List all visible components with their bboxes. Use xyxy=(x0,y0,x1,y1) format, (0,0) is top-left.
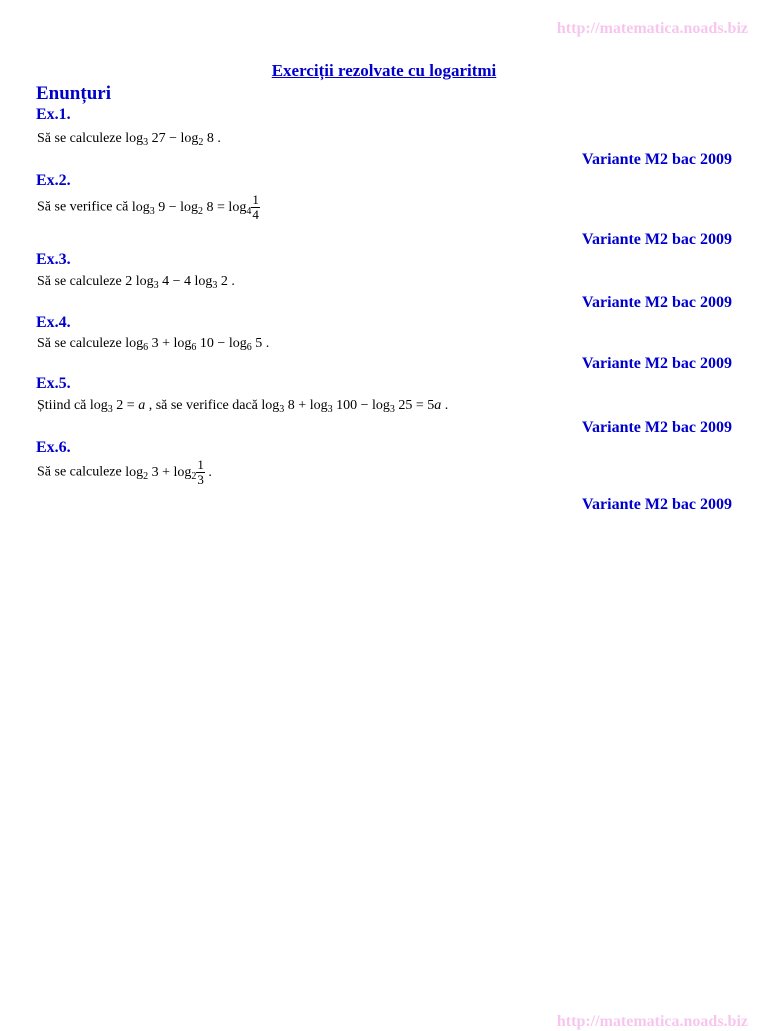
watermark-top: http://matematica.noads.biz xyxy=(556,20,748,37)
math-variable: a xyxy=(138,398,146,413)
exercise-3-statement xyxy=(37,274,235,290)
math-subscript: 3 xyxy=(212,280,218,291)
math-text: 8 . xyxy=(203,131,221,146)
exercise-1-label: Ex.1. xyxy=(36,106,71,123)
fraction-numerator: 1 xyxy=(252,192,259,207)
exercise-6-formula xyxy=(125,457,212,487)
math-text: , să se verifice dacă log xyxy=(145,398,280,413)
math-subscript: 6 xyxy=(143,342,149,353)
math-subscript: 6 xyxy=(191,342,197,353)
exercise-5-statement xyxy=(37,398,448,414)
exercise-2-text: Să se verifice că xyxy=(37,199,129,215)
exercise-4-formula xyxy=(125,336,269,351)
exercise-4-label: Ex.4. xyxy=(36,314,71,331)
math-text: 2 . xyxy=(217,274,235,289)
exercise-6-statement xyxy=(37,458,212,487)
math-text: 2 log xyxy=(125,274,154,289)
exercise-3-text: Să se calculeze xyxy=(37,274,122,289)
math-text: 100 − log xyxy=(332,398,390,413)
exercise-6-label: Ex.6. xyxy=(36,439,71,456)
math-text: log xyxy=(125,336,144,351)
section-heading: Enunțuri xyxy=(36,83,111,104)
math-text: 3 + log xyxy=(148,464,192,480)
exercise-6-text: Să se calculeze xyxy=(37,464,122,480)
fraction-numerator: 1 xyxy=(197,457,204,472)
math-subscript: 2 xyxy=(143,470,149,482)
math-text: 2 = xyxy=(112,398,139,413)
math-text: 9 − log xyxy=(154,199,199,215)
math-text: log xyxy=(125,131,144,146)
exercise-1-source: Variante M2 bac 2009 xyxy=(581,151,732,168)
math-text: log xyxy=(89,398,108,413)
math-text: . xyxy=(204,464,212,480)
math-subscript: 3 xyxy=(149,205,155,217)
math-text: 10 − log xyxy=(196,336,247,351)
math-text: 8 = log xyxy=(203,199,247,215)
exercise-1-text: Să se calculeze xyxy=(37,131,122,146)
math-subscript: 6 xyxy=(246,342,252,353)
fraction-denominator: 3 xyxy=(197,472,204,487)
exercise-5-source: Variante M2 bac 2009 xyxy=(581,419,732,436)
exercise-2-source: Variante M2 bac 2009 xyxy=(581,231,732,248)
watermark-bottom: http://matematica.noads.biz xyxy=(556,1013,748,1030)
exercise-3-formula xyxy=(125,274,235,289)
math-subscript: 3 xyxy=(143,137,149,148)
math-subscript: 4 xyxy=(246,205,252,217)
exercise-3-label: Ex.3. xyxy=(36,251,71,268)
math-text: 27 − log xyxy=(148,131,199,146)
exercise-4-statement xyxy=(37,336,269,352)
math-text: 8 + log xyxy=(284,398,328,413)
exercise-5-formula xyxy=(90,398,448,413)
math-variable: a xyxy=(434,398,442,413)
exercise-2-formula xyxy=(131,192,260,222)
math-subscript: 2 xyxy=(198,137,204,148)
exercise-5-label: Ex.5. xyxy=(36,375,71,392)
math-subscript: 2 xyxy=(198,205,204,217)
math-text: 4 − 4 log xyxy=(158,274,213,289)
math-fraction xyxy=(196,458,205,487)
math-text: log xyxy=(125,464,144,480)
math-subscript: 3 xyxy=(389,404,395,415)
exercise-4-source: Variante M2 bac 2009 xyxy=(581,355,732,372)
exercise-5-text: Știind că xyxy=(37,398,87,413)
exercise-3-source: Variante M2 bac 2009 xyxy=(581,294,732,311)
math-subscript: 3 xyxy=(327,404,333,415)
fraction-denominator: 4 xyxy=(252,207,259,222)
math-text: 5 . xyxy=(251,336,270,351)
math-fraction xyxy=(251,193,260,222)
exercise-1-formula xyxy=(125,131,221,146)
math-subscript: 2 xyxy=(191,470,197,482)
math-subscript: 3 xyxy=(107,404,113,415)
exercise-2-label: Ex.2. xyxy=(36,172,71,189)
math-text: log xyxy=(131,199,150,215)
exercise-2-statement xyxy=(37,193,260,222)
document-title: Exerciții rezolvate cu logaritmi xyxy=(271,61,497,80)
exercise-6-source: Variante M2 bac 2009 xyxy=(581,496,732,513)
math-subscript: 3 xyxy=(279,404,285,415)
math-text: 3 + log xyxy=(148,336,192,351)
math-subscript: 3 xyxy=(153,280,159,291)
math-text: 25 = 5 xyxy=(394,398,435,413)
exercise-4-text: Să se calculeze xyxy=(37,336,122,351)
exercise-1-statement xyxy=(37,131,221,147)
math-text: . xyxy=(441,398,449,413)
